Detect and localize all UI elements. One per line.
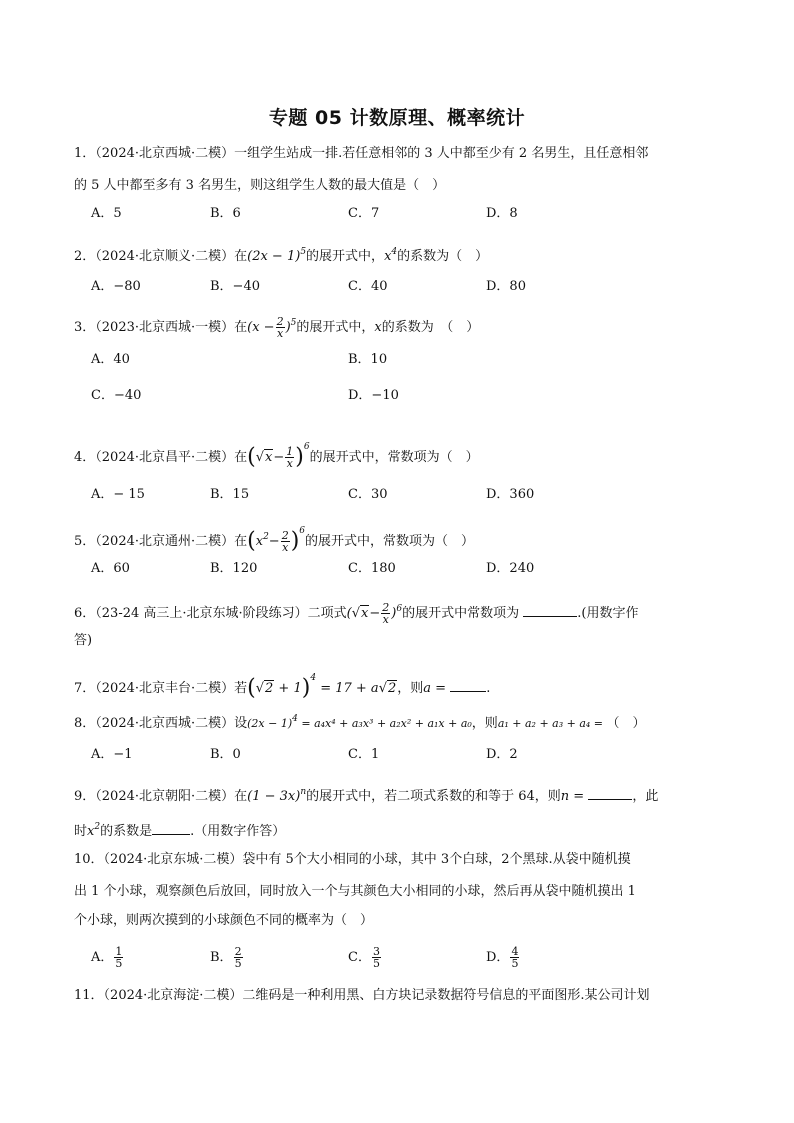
- q8-rhs: = a₄x⁴ + a₃x³ + a₂x² + a₁x + a₀: [297, 717, 472, 730]
- q4-suffix: 的展开式中，常数项为（ ）: [309, 450, 479, 465]
- q3-option-d: D．−10: [348, 388, 399, 403]
- question-3: [74, 313, 479, 339]
- q6-right-paren: ): [391, 606, 397, 621]
- q5-left-paren: (: [247, 528, 256, 554]
- q2-option-b: B．−40: [210, 279, 260, 294]
- q9-mid: 的展开式中，若二项式系数的和等于 64，则: [306, 789, 561, 804]
- q10-option-d-label: D．: [486, 950, 510, 965]
- q9-line2-prefix: 时: [74, 824, 88, 839]
- q10-b-numerator: 2: [234, 945, 242, 958]
- q9-n: n: [560, 789, 570, 804]
- q8-option-b: B．0: [210, 747, 241, 762]
- q8-sum: a₁ + a₂ + a₃ + a₄ =: [497, 717, 607, 730]
- q9-exponent: n: [300, 787, 307, 797]
- q5-x: x: [255, 534, 264, 549]
- question-10-line-2: 出 1 个小球，观察颜色后放回，同时放入一个与其颜色大小相同的小球，然后再从袋中随机摸出 1: [74, 884, 636, 899]
- question-7: [74, 663, 490, 704]
- q1-option-d: D．8: [486, 206, 518, 221]
- q8-expression: (2x − 1): [247, 717, 293, 730]
- q3-option-b: B．10: [348, 352, 388, 367]
- q10-option-d-fraction: [510, 946, 519, 969]
- question-10-line-1: 10．（2024·北京东城·二模）袋中有 5个大小相同的小球，其中 3个白球，2个黑球.从袋中随机摸: [74, 852, 631, 867]
- question-6-line-2: 答): [74, 633, 93, 648]
- q3-option-a: A．40: [91, 352, 130, 367]
- q10-d-numerator: 4: [511, 945, 519, 958]
- q10-option-b-label: B．: [210, 950, 233, 965]
- q2-prefix: 2．（2024·北京顺义·二模）在: [74, 249, 248, 264]
- q9-line2-tail: .（用数字作答）: [190, 824, 286, 839]
- q3-frac-denominator: x: [276, 327, 284, 340]
- q6-frac-numerator: 2: [382, 601, 390, 614]
- q9-prefix: 9．（2024·北京朝阳·二模）在: [74, 789, 248, 804]
- q3-expr-b: ): [285, 320, 291, 335]
- question-9-line-2: [74, 817, 285, 842]
- question-5: [74, 516, 474, 557]
- q5-exponent: 6: [299, 526, 306, 536]
- question-1-line-1: 1．（2024·北京西城·二模）一组学生站成一排.若任意相邻的 3 人中都至少有 2 名男生，且任意相邻: [74, 146, 649, 161]
- q9-line2-post: 的系数是: [100, 824, 153, 839]
- q7-left-paren: (: [247, 675, 256, 701]
- q5-x-exponent: 2: [263, 532, 269, 542]
- q4-frac-numerator: 1: [286, 445, 294, 458]
- q8-prefix: 8．（2024·北京西城·二模）设: [74, 716, 248, 731]
- q10-a-numerator: 1: [115, 945, 123, 958]
- q6-answer-blank: [523, 604, 577, 617]
- q1-option-c: C．7: [348, 206, 380, 221]
- question-2: [74, 242, 488, 267]
- q5-option-d: D．240: [486, 561, 535, 576]
- q4-minus: −: [273, 450, 285, 465]
- q3-suffix: 的系数为 （ ）: [381, 320, 480, 335]
- q5-suffix: 的展开式中，常数项为（ ）: [305, 534, 475, 549]
- q10-c-numerator: 3: [372, 945, 380, 958]
- q7-sqrt: √2: [255, 681, 274, 696]
- q9-x-exponent: 2: [94, 822, 101, 832]
- question-4: [74, 432, 479, 473]
- q1-option-a: A．5: [91, 206, 122, 221]
- q4-left-paren: (: [247, 444, 256, 470]
- q4-exponent: 6: [303, 442, 310, 452]
- q2-var-exponent: 4: [391, 247, 398, 257]
- q2-expression: (2x − 1): [247, 249, 301, 264]
- q4-fraction: [285, 446, 294, 469]
- q9-answer-blank-1: [588, 787, 632, 800]
- q7-mid: ，则: [397, 681, 424, 696]
- q6-exponent: 6: [396, 604, 403, 614]
- q7-a2: a: [423, 681, 432, 696]
- q1-option-b: B．6: [210, 206, 241, 221]
- q7-suffix: .: [486, 681, 491, 696]
- q8-mid: ，则: [471, 716, 498, 731]
- q3-mid: 的展开式中，: [296, 320, 375, 335]
- q6-suffix: 的展开式中常数项为: [402, 606, 520, 621]
- q10-option-c: [348, 943, 382, 973]
- question-6: [74, 596, 638, 627]
- q5-option-a: A．60: [91, 561, 130, 576]
- q7-sqrt-radicand: 2: [265, 681, 274, 696]
- q7-right-paren: ): [301, 675, 311, 701]
- q5-prefix: 5．（2024·北京通州·二模）在: [74, 534, 248, 549]
- q10-option-c-label: C．: [348, 950, 371, 965]
- q6-tail: .(用数字作: [577, 606, 639, 621]
- q7-a: a: [370, 681, 379, 696]
- q10-option-c-fraction: [372, 946, 381, 969]
- q5-frac-numerator: 2: [281, 529, 289, 542]
- q8-suffix: （ ）: [606, 716, 646, 731]
- q5-right-paren: ): [290, 528, 300, 554]
- q8-option-c: C．1: [348, 747, 380, 762]
- q10-c-denominator: 5: [372, 957, 380, 970]
- q9-x: x: [87, 824, 95, 839]
- q6-frac-denominator: x: [382, 613, 389, 626]
- question-11-line-1: 11．（2024·北京海淀·二模）二维码是一种利用黑、白方块记录数据符号信息的平面图形.某公司计划: [74, 988, 650, 1003]
- q5-option-c: C．180: [348, 561, 396, 576]
- q10-option-a-fraction: [114, 946, 123, 969]
- q3-frac-numerator: 2: [276, 315, 284, 328]
- q4-frac-denominator: x: [286, 457, 293, 470]
- q9-answer-blank-2: [152, 822, 190, 835]
- q10-option-a-label: A．: [91, 950, 114, 965]
- q10-option-a: [91, 943, 124, 973]
- q10-d-denominator: 5: [511, 957, 519, 970]
- q6-left-paren: (: [346, 606, 352, 621]
- q2-option-c: C．40: [348, 279, 388, 294]
- page-title: 专题 05 计数原理、概率统计: [268, 107, 526, 129]
- q4-prefix: 4．（2024·北京昌平·二模）在: [74, 450, 248, 465]
- q9-equals: =: [569, 789, 589, 804]
- q10-a-denominator: 5: [115, 957, 123, 970]
- q3-fraction: [276, 316, 285, 339]
- q7-plus: + 1: [274, 681, 302, 696]
- q2-option-d: D．80: [486, 279, 526, 294]
- q5-minus: −: [268, 534, 280, 549]
- q4-option-b: B．15: [210, 487, 250, 502]
- q6-prefix: 6．（23-24 高三上·北京东城·阶段练习）二项式: [74, 606, 347, 621]
- q10-option-b: [210, 943, 244, 973]
- q7-exponent: 4: [310, 673, 317, 683]
- q7-equals: = 17 +: [316, 681, 371, 696]
- q10-option-b-fraction: [234, 946, 243, 969]
- q2-suffix: 的系数为（ ）: [397, 249, 489, 264]
- q3-prefix: 3．（2023·北京西城·一模）在: [74, 320, 248, 335]
- q3-exponent: 5: [290, 318, 297, 328]
- q7-prefix: 7．（2024·北京丰台·二模）若: [74, 681, 248, 696]
- q10-option-d: [486, 943, 520, 973]
- q2-option-a: A．−80: [91, 279, 141, 294]
- q5-frac-denominator: x: [282, 541, 289, 554]
- q7-equals2: =: [431, 681, 451, 696]
- q3-expr-a: (x −: [247, 320, 275, 335]
- q10-b-denominator: 5: [234, 957, 242, 970]
- q4-option-c: C．30: [348, 487, 388, 502]
- q4-sqrt: √x: [255, 450, 273, 465]
- q4-sqrt-radicand: x: [265, 450, 273, 465]
- q9-expression: (1 − 3x): [247, 789, 301, 804]
- q7-answer-blank: [450, 679, 486, 692]
- question-1-line-2: 的 5 人中都至多有 3 名男生，则这组学生人数的最大值是（ ）: [74, 178, 446, 193]
- q8-option-d: D．2: [486, 747, 518, 762]
- question-8: [74, 709, 646, 734]
- question-10-line-3: 个小球，则两次摸到的小球颜色不同的概率为（ ）: [74, 913, 374, 928]
- question-9: [74, 782, 658, 807]
- q6-fraction: [381, 602, 390, 625]
- q6-sqrt: √x: [351, 606, 369, 621]
- q5-fraction: [281, 530, 290, 553]
- q4-right-paren: ): [295, 444, 304, 470]
- q7-sqrt2-radicand: 2: [387, 681, 397, 696]
- q9-tail: ，此: [632, 789, 659, 804]
- q8-exponent: 4: [292, 714, 298, 724]
- q5-option-b: B．120: [210, 561, 258, 576]
- q7-sqrt2: √2: [378, 681, 397, 696]
- q4-option-d: D．360: [486, 487, 535, 502]
- q2-exponent: 5: [300, 247, 307, 257]
- q3-var: x: [374, 320, 382, 335]
- q2-mid: 的展开式中，: [306, 249, 385, 264]
- q2-var: x: [384, 249, 392, 264]
- q8-option-a: A．−1: [91, 747, 133, 762]
- q6-minus: −: [369, 606, 381, 621]
- q3-option-c: C．−40: [91, 388, 142, 403]
- q6-sqrt-radicand: x: [361, 606, 369, 621]
- q4-option-a: A．− 15: [91, 487, 145, 502]
